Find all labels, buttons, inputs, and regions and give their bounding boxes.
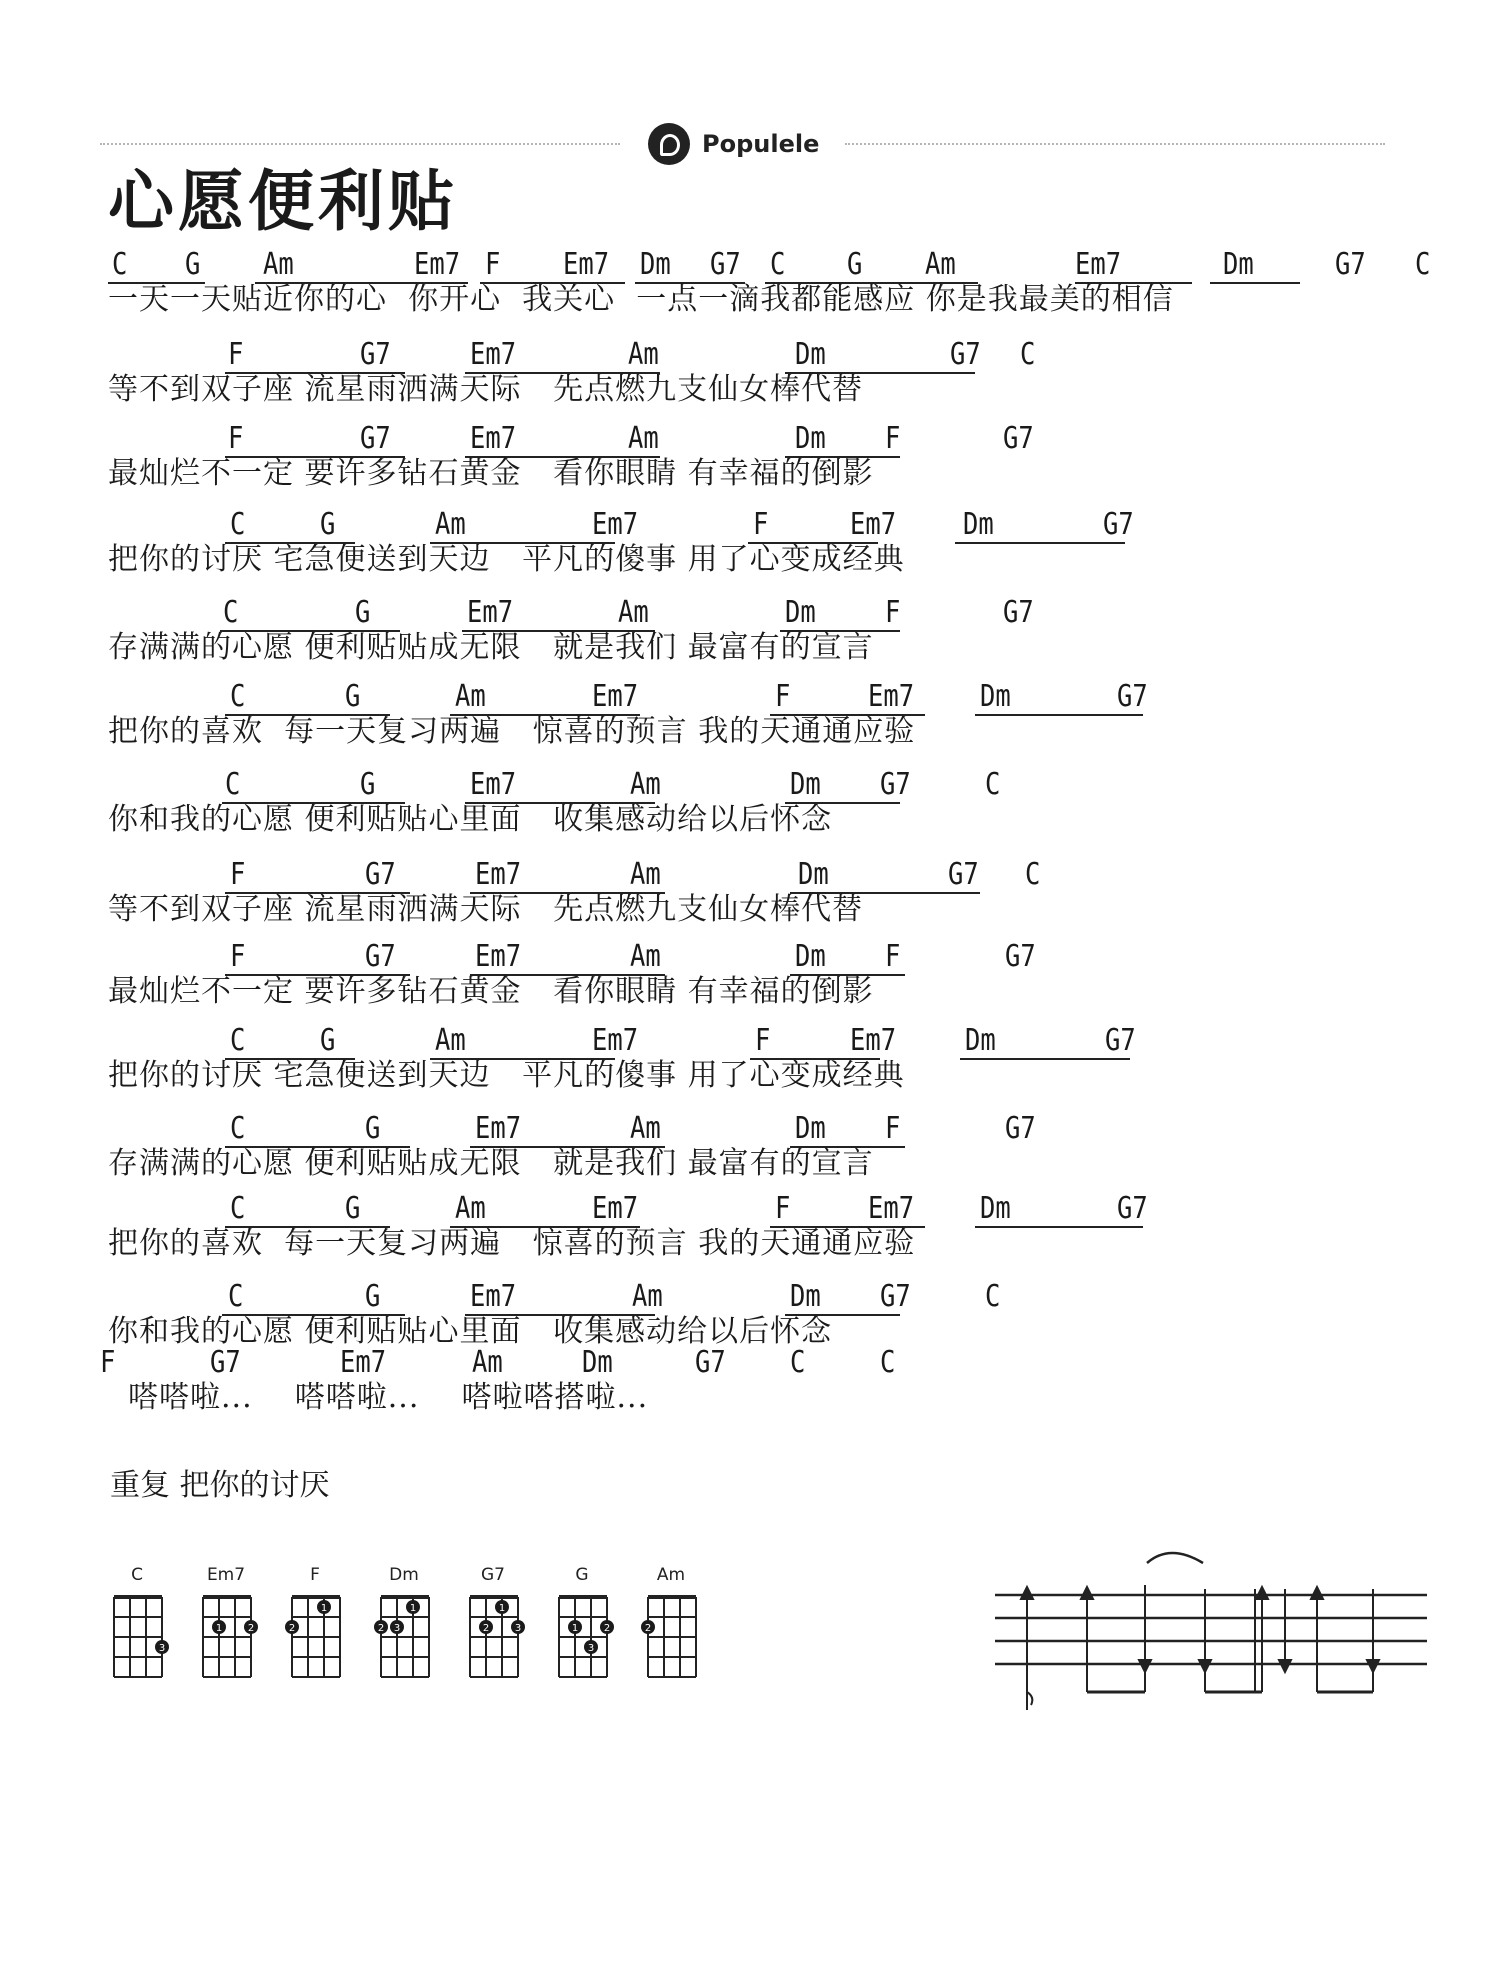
chord-label: G: [320, 507, 336, 542]
chord-label: C: [880, 1345, 896, 1380]
chord-label: Am: [628, 337, 659, 372]
chord-label: Em7: [592, 507, 639, 542]
chord-label: F: [228, 421, 244, 456]
fretboard-grid: [379, 1595, 445, 1685]
chord-label: Dm: [798, 857, 829, 892]
chord-label: Em7: [868, 1191, 915, 1226]
chord-label: Am: [628, 421, 659, 456]
chord-label: Em7: [475, 939, 522, 974]
chord-label: G7: [1005, 939, 1036, 974]
repeat-note: 重复 把你的讨厌: [110, 1468, 330, 1503]
chord-label: Dm: [790, 767, 821, 802]
lyric-text: 你和我的心愿 便利贴贴心里面 收集感动给以后怀念: [108, 802, 833, 837]
chord-label: G7: [365, 939, 396, 974]
chord-label: Dm: [790, 1279, 821, 1314]
chord-label: Am: [630, 1111, 661, 1146]
chord-label: C: [1415, 247, 1431, 282]
song-line: [0, 680, 1500, 750]
chord-label: Em7: [592, 1191, 639, 1226]
song-line: [0, 1280, 1500, 1350]
finger-number: 1: [498, 1603, 506, 1614]
chord-label: Em7: [475, 1111, 522, 1146]
chord-diagram-name: C: [131, 1565, 143, 1585]
finger-number: 3: [514, 1623, 522, 1634]
chord-label: G7: [1003, 595, 1034, 630]
chord-label: G: [345, 1191, 361, 1226]
chord-label: Am: [435, 1023, 466, 1058]
song-line: [0, 1024, 1500, 1094]
chord-label: G7: [948, 857, 979, 892]
chord-label: Em7: [868, 679, 915, 714]
chord-label: G: [355, 595, 371, 630]
lyric-text: 你和我的心愿 便利贴贴心里面 收集感动给以后怀念: [108, 1314, 833, 1349]
chord-label: Em7: [1075, 247, 1122, 282]
finger-number: 1: [320, 1603, 328, 1614]
song-line: [0, 596, 1500, 666]
phrase-underline: [975, 1226, 1143, 1228]
chord-label: F: [230, 939, 246, 974]
chord-label: Am: [630, 767, 661, 802]
chord-label: G: [320, 1023, 336, 1058]
chord-label: G7: [1003, 421, 1034, 456]
chord-label: G7: [1117, 679, 1148, 714]
chord-label: C: [230, 507, 246, 542]
chord-label: Dm: [980, 679, 1011, 714]
chord-diagram: [108, 1565, 178, 1685]
chord-label: Am: [630, 939, 661, 974]
tie-arc: [1147, 1553, 1203, 1563]
chord-label: Am: [455, 1191, 486, 1226]
chord-diagram-name: F: [310, 1565, 320, 1585]
chord-label: Dm: [795, 939, 826, 974]
chord-label: Dm: [582, 1345, 613, 1380]
finger-number: 3: [587, 1643, 595, 1654]
finger-number: 1: [409, 1603, 417, 1614]
chord-label: Dm: [795, 1111, 826, 1146]
lyric-text: 最灿烂不一定 要许多钻石黄金 看你眼睛 有幸福的倒影: [108, 974, 874, 1009]
chord-label: C: [225, 767, 241, 802]
chord-label: G7: [365, 857, 396, 892]
chord-label: Dm: [1223, 247, 1254, 282]
song-line: [0, 508, 1500, 578]
fretboard-grid: [557, 1595, 623, 1685]
chord-diagram-name: Am: [656, 1565, 686, 1585]
chord-label: G7: [880, 1279, 911, 1314]
chord-label: Em7: [850, 507, 897, 542]
chord-diagram: [197, 1565, 267, 1685]
phrase-underline: [960, 1058, 1130, 1060]
chord-label: Em7: [592, 1023, 639, 1058]
chord-label: C: [230, 1023, 246, 1058]
chord-label: Em7: [467, 595, 514, 630]
chord-diagram: [375, 1565, 445, 1685]
fretboard-grid: [112, 1595, 178, 1685]
chord-label: F: [885, 421, 901, 456]
chord-label: G: [365, 1111, 381, 1146]
chord-label: G7: [360, 337, 391, 372]
chord-label: F: [753, 507, 769, 542]
populele-logo-icon: [648, 123, 690, 165]
chord-label: C: [790, 1345, 806, 1380]
finger-number: 2: [644, 1623, 652, 1634]
header-divider-left: [100, 143, 620, 145]
chord-label: F: [885, 1111, 901, 1146]
chord-label: C: [230, 679, 246, 714]
chord-label: G7: [695, 1345, 726, 1380]
song-line: [0, 858, 1500, 928]
chord-diagram-name: Dm: [389, 1565, 419, 1585]
lyric-text: 存满满的心愿 便利贴贴成无限 就是我们 最富有的宣言: [108, 630, 874, 665]
chord-label: F: [885, 939, 901, 974]
chord-label: Dm: [980, 1191, 1011, 1226]
chord-label: C: [1025, 857, 1041, 892]
chord-label: Em7: [850, 1023, 897, 1058]
header-divider-right: [845, 143, 1385, 145]
phrase-underline: [1210, 282, 1300, 284]
chord-label: Am: [263, 247, 294, 282]
chord-label: G: [360, 767, 376, 802]
chord-label: Em7: [470, 421, 517, 456]
song-line: [0, 940, 1500, 1010]
chord-label: G7: [950, 337, 981, 372]
fretboard-grid: [201, 1595, 267, 1685]
song-title: 心愿便利贴: [108, 162, 458, 240]
chord-label: C: [985, 1279, 1001, 1314]
chord-label: Am: [925, 247, 956, 282]
chord-label: Dm: [795, 337, 826, 372]
finger-number: 3: [158, 1643, 166, 1654]
finger-number: 1: [215, 1623, 223, 1634]
chord-label: Em7: [340, 1345, 387, 1380]
lyric-text: 等不到双子座 流星雨洒满天际 先点燃九支仙女棒代替: [108, 372, 864, 407]
chord-label: G: [185, 247, 201, 282]
finger-number: 2: [482, 1623, 490, 1634]
chord-diagram-name: Em7: [206, 1565, 246, 1585]
finger-number: 2: [247, 1623, 255, 1634]
lyric-text: 最灿烂不一定 要许多钻石黄金 看你眼睛 有幸福的倒影: [108, 456, 874, 491]
chord-label: C: [223, 595, 239, 630]
chord-label: Em7: [414, 247, 461, 282]
chord-label: Em7: [563, 247, 610, 282]
chord-diagram: [286, 1565, 356, 1685]
finger-number: 1: [571, 1623, 579, 1634]
chord-label: C: [1020, 337, 1036, 372]
fretboard-grid: [468, 1595, 534, 1685]
chord-diagram-name: G: [575, 1565, 589, 1585]
fretboard-grid: [290, 1595, 356, 1685]
chord-label: F: [885, 595, 901, 630]
lyric-text: 把你的讨厌 宅急便送到天边 平凡的傻事 用了心变成经典: [108, 542, 905, 577]
song-line: [0, 422, 1500, 492]
song-line: [0, 1112, 1500, 1182]
brand-name: Populele: [702, 130, 820, 158]
chord-label: G7: [1005, 1111, 1036, 1146]
lyric-text: 嗒嗒啦... 嗒嗒啦... 嗒啦嗒搭啦...: [128, 1380, 649, 1415]
chord-label: G7: [210, 1345, 241, 1380]
lyric-text: 把你的喜欢 每一天复习两遍 惊喜的预言 我的天通通应验: [108, 1226, 916, 1261]
chord-label: F: [228, 337, 244, 372]
lyric-text: 把你的喜欢 每一天复习两遍 惊喜的预言 我的天通通应验: [108, 714, 916, 749]
song-line: [0, 338, 1500, 408]
staff-lines: [995, 1595, 1427, 1664]
chord-label: Dm: [785, 595, 816, 630]
chord-label: Am: [618, 595, 649, 630]
song-line: [0, 1192, 1500, 1262]
fretboard-grid: [646, 1595, 712, 1685]
chord-diagram: [642, 1565, 712, 1685]
chord-label: Dm: [965, 1023, 996, 1058]
song-line: [0, 248, 1500, 318]
chord-label: G: [345, 679, 361, 714]
chord-label: C: [230, 1111, 246, 1146]
lyric-text: 等不到双子座 流星雨洒满天际 先点燃九支仙女棒代替: [108, 892, 864, 927]
chord-label: Em7: [470, 337, 517, 372]
chord-label: G7: [360, 421, 391, 456]
chord-label: F: [755, 1023, 771, 1058]
chord-label: F: [230, 857, 246, 892]
chord-label: C: [230, 1191, 246, 1226]
chord-label: F: [775, 1191, 791, 1226]
chord-label: Dm: [640, 247, 671, 282]
lyric-text: 存满满的心愿 便利贴贴成无限 就是我们 最富有的宣言: [108, 1146, 874, 1181]
chord-label: C: [985, 767, 1001, 802]
phrase-underline: [955, 542, 1125, 544]
chord-label: Em7: [592, 679, 639, 714]
chord-label: G7: [1103, 507, 1134, 542]
finger-number: 2: [377, 1623, 385, 1634]
finger-number: 2: [603, 1623, 611, 1634]
phrase-underline: [975, 714, 1143, 716]
brand: [648, 122, 819, 166]
lyric-text: 一天一天贴近你的心 你开心 我关心 一点一滴我都能感应 你是我最美的相信: [108, 282, 1174, 317]
chord-label: Dm: [963, 507, 994, 542]
chord-label: Am: [435, 507, 466, 542]
chord-label: Am: [632, 1279, 663, 1314]
chord-diagram: [464, 1565, 534, 1685]
chord-label: C: [770, 247, 786, 282]
chord-label: Am: [630, 857, 661, 892]
chord-label: C: [112, 247, 128, 282]
chord-diagram-name: G7: [481, 1565, 505, 1585]
chord-label: G7: [710, 247, 741, 282]
finger-number: 3: [393, 1623, 401, 1634]
song-line: [0, 768, 1500, 838]
chord-label: G: [847, 247, 863, 282]
chord-label: G: [365, 1279, 381, 1314]
chord-label: Am: [472, 1345, 503, 1380]
chord-label: F: [775, 679, 791, 714]
chord-label: F: [100, 1345, 116, 1380]
chord-label: G7: [1105, 1023, 1136, 1058]
chord-label: G7: [1117, 1191, 1148, 1226]
chord-diagram: [553, 1565, 623, 1685]
chord-label: Em7: [470, 1279, 517, 1314]
chord-label: Am: [455, 679, 486, 714]
chord-label: F: [485, 247, 501, 282]
finger-number: 2: [288, 1623, 296, 1634]
strum-pattern-notation: [995, 1545, 1435, 1715]
chord-label: Dm: [795, 421, 826, 456]
chord-label: G7: [880, 767, 911, 802]
chord-label: Em7: [475, 857, 522, 892]
chord-label: C: [228, 1279, 244, 1314]
outro-line: [0, 1346, 1500, 1416]
lyric-text: 把你的讨厌 宅急便送到天边 平凡的傻事 用了心变成经典: [108, 1058, 905, 1093]
chord-label: Em7: [470, 767, 517, 802]
chord-label: G7: [1335, 247, 1366, 282]
